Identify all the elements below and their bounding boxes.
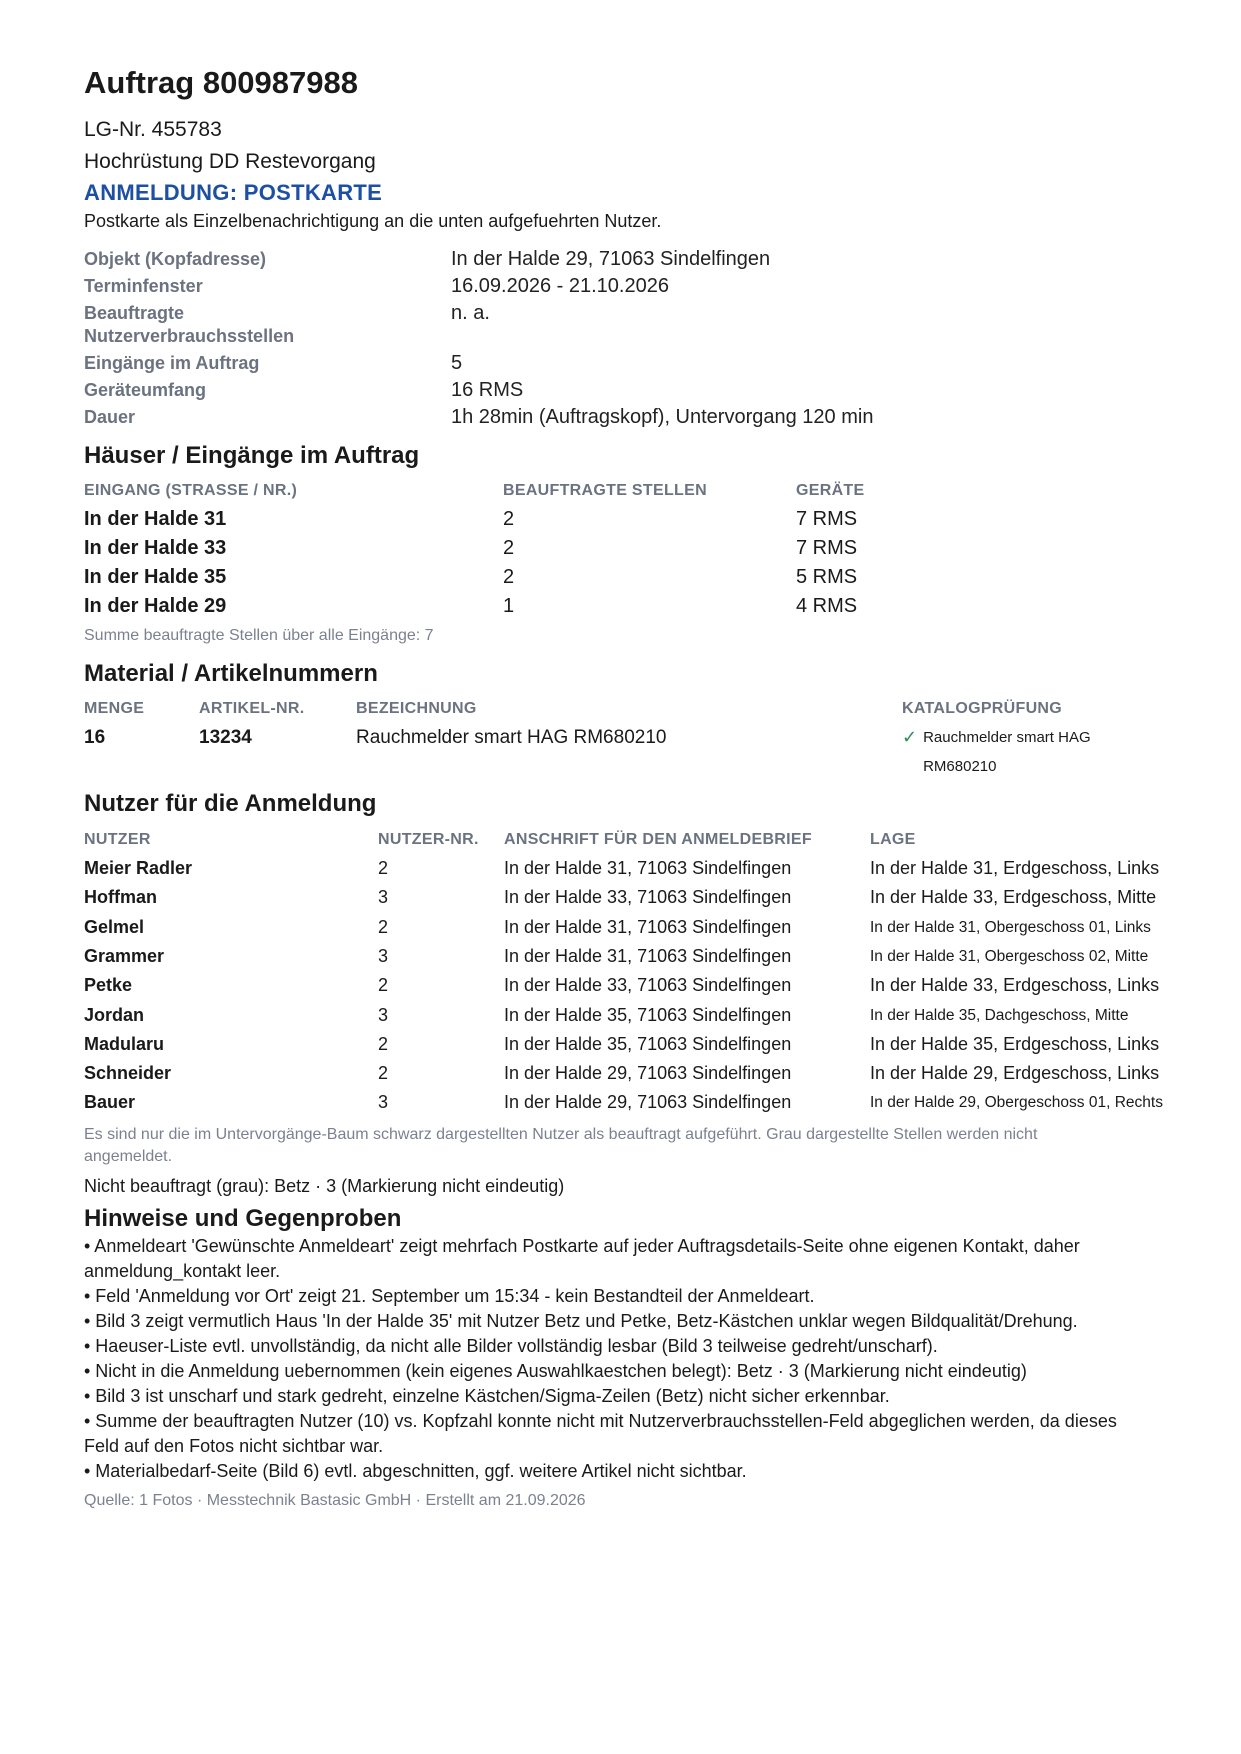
user-number: 2	[378, 1063, 389, 1084]
user-location: In der Halde 29, Obergeschoss 01, Rechts	[870, 1094, 1163, 1112]
house-devices: 7 RMS	[796, 508, 858, 531]
user-address: In der Halde 31, 71063 Sindelfingen	[504, 945, 792, 966]
hint-item: • Haeuser-Liste evtl. unvollständig, da nicht alle Bilder vollständig lesbar (Bild 3 teilweise gedreht/unscharf).	[84, 1335, 938, 1356]
catalog-check-line: Rauchmelder smart HAG	[923, 729, 1091, 747]
house-count: 2	[503, 566, 515, 589]
users-note: Es sind nur die im Untervorgänge-Baum schwarz dargestellten Nutzer als beauftragt aufgeführt. Grau dargestellte Stellen werden nicht angemeldet.	[84, 1125, 1038, 1165]
user-location: In der Halde 31, Erdgeschoss, Links	[870, 858, 1160, 879]
hint-item: • Materialbedarf-Seite (Bild 6) evtl. abgeschnitten, ggf. weitere Artikel nicht sichtbar.	[84, 1460, 747, 1481]
users-heading: Nutzer für die Anmeldung	[84, 790, 377, 818]
user-location: In der Halde 31, Obergeschoss 02, Mitte	[870, 947, 1149, 965]
user-name: Schneider	[84, 1063, 172, 1084]
detail-label: Beauftragte Nutzerverbrauchsstellen	[84, 303, 295, 347]
user-number: 3	[378, 1004, 389, 1025]
detail-value: 16 RMS	[451, 379, 524, 402]
catalog-check-text	[923, 723, 1091, 781]
user-number: 3	[378, 945, 389, 966]
user-address: In der Halde 33, 71063 Sindelfingen	[504, 975, 792, 996]
house-entrance: In der Halde 35	[84, 566, 227, 589]
material-quantity: 16	[84, 727, 106, 749]
detail-label: Terminfenster	[84, 276, 203, 297]
column-header: ARTIKEL-NR.	[199, 700, 305, 718]
user-name: Gelmel	[84, 916, 145, 937]
not-assigned-text: Nicht beauftragt (grau): Betz · 3 (Markierung nicht eindeutig)	[84, 1175, 565, 1196]
hints-list	[84, 1234, 1144, 1484]
user-address: In der Halde 29, 71063 Sindelfingen	[504, 1063, 792, 1084]
hint-item: • Feld 'Anmeldung vor Ort' zeigt 21. September um 15:34 - kein Bestandteil der Anmeldeart.	[84, 1285, 815, 1306]
column-header: KATALOGPRÜFUNG	[902, 700, 1063, 718]
user-location: In der Halde 35, Erdgeschoss, Links	[870, 1033, 1160, 1054]
lg-number: LG-Nr. 455783	[84, 118, 222, 142]
detail-label: Dauer	[84, 407, 136, 428]
column-header: EINGANG (STRASSE / NR.)	[84, 482, 298, 500]
house-entrance: In der Halde 31	[84, 508, 227, 531]
hint-item: • Bild 3 ist unscharf und stark gedreht, einzelne Kästchen/Sigma-Zeilen (Betz) nicht sicher erkennbar.	[84, 1385, 890, 1406]
user-address: In der Halde 29, 71063 Sindelfingen	[504, 1092, 792, 1113]
column-header: BEZEICHNUNG	[356, 700, 477, 718]
user-location: In der Halde 33, Erdgeschoss, Links	[870, 975, 1160, 996]
user-name: Petke	[84, 975, 133, 996]
user-name: Madularu	[84, 1033, 165, 1054]
column-header: ANSCHRIFT FÜR DEN ANMELDEBRIEF	[504, 831, 812, 849]
user-number: 2	[378, 858, 389, 879]
detail-value: n. a.	[451, 302, 490, 325]
hint-item: • Bild 3 zeigt vermutlich Haus 'In der Halde 35' mit Nutzer Betz und Petke, Betz-Kästchen unklar wegen Bildqualität/Drehung.	[84, 1310, 1078, 1331]
houses-sum-note: Summe beauftragte Stellen über alle Eingänge: 7	[84, 627, 434, 645]
houses-table	[84, 477, 1164, 621]
house-entrance: In der Halde 29	[84, 595, 227, 618]
detail-label: Geräteumfang	[84, 380, 207, 401]
user-name: Grammer	[84, 945, 165, 966]
user-address: In der Halde 33, 71063 Sindelfingen	[504, 887, 792, 908]
vorgang-name: Hochrüstung DD Restevorgang	[84, 150, 376, 174]
column-header: GERÄTE	[796, 482, 865, 500]
house-count: 2	[503, 508, 515, 531]
user-location: In der Halde 31, Obergeschoss 01, Links	[870, 918, 1151, 936]
check-icon: ✓	[902, 727, 918, 748]
user-name: Jordan	[84, 1004, 145, 1025]
detail-value: 1h 28min (Auftragskopf), Untervorgang 120 min	[451, 406, 874, 429]
users-table	[84, 825, 1164, 1118]
column-header: LAGE	[870, 831, 916, 849]
detail-value: 5	[451, 352, 463, 375]
detail-value: 16.09.2026 - 21.10.2026	[451, 275, 669, 298]
user-location: In der Halde 33, Erdgeschoss, Mitte	[870, 887, 1157, 908]
column-header: NUTZER	[84, 831, 151, 849]
house-count: 2	[503, 537, 515, 560]
user-number: 2	[378, 975, 389, 996]
column-header: BEAUFTRAGTE STELLEN	[503, 482, 707, 500]
user-number: 3	[378, 1092, 389, 1113]
user-location: In der Halde 35, Dachgeschoss, Mitte	[870, 1006, 1129, 1024]
user-number: 2	[378, 1033, 389, 1054]
user-name: Bauer	[84, 1092, 136, 1113]
detail-value: In der Halde 29, 71063 Sindelfingen	[451, 248, 771, 271]
hint-item: • Summe der beauftragten Nutzer (10) vs. Kopfzahl konnte nicht mit Nutzerverbrauchsstellen-Feld abgeglichen werden, da dieses Feld auf den Fotos nicht sichtbar war.	[84, 1410, 1117, 1456]
catalog-check	[902, 723, 1164, 781]
user-name: Hoffman	[84, 887, 157, 908]
anmeldung-type: ANMELDUNG: POSTKARTE	[84, 180, 383, 206]
house-count: 1	[503, 595, 515, 618]
column-header: NUTZER-NR.	[378, 831, 479, 849]
user-address: In der Halde 35, 71063 Sindelfingen	[504, 1033, 792, 1054]
house-devices: 7 RMS	[796, 537, 858, 560]
user-location: In der Halde 29, Erdgeschoss, Links	[870, 1063, 1160, 1084]
user-address: In der Halde 31, 71063 Sindelfingen	[504, 858, 792, 879]
document-page	[84, 66, 1164, 1512]
detail-label: Eingänge im Auftrag	[84, 353, 260, 374]
hint-item: • Anmeldeart 'Gewünschte Anmeldeart' zeigt mehrfach Postkarte auf jeder Auftragsdetails-Seite ohne eigenen Kontakt, daher anmeldung_kontakt leer.	[84, 1235, 1080, 1281]
user-number: 3	[378, 887, 389, 908]
material-table	[84, 695, 1164, 781]
user-address: In der Halde 31, 71063 Sindelfingen	[504, 916, 792, 937]
details-table	[84, 248, 1164, 429]
column-header: MENGE	[84, 700, 145, 718]
material-description: Rauchmelder smart HAG RM680210	[356, 727, 667, 749]
catalog-check-line: RM680210	[923, 758, 997, 776]
user-address: In der Halde 35, 71063 Sindelfingen	[504, 1004, 792, 1025]
hint-item: • Nicht in die Anmeldung uebernommen (kein eigenes Auswahlkaestchen belegt): Betz · 3 (Markierung nicht eindeutig)	[84, 1360, 1027, 1381]
user-number: 2	[378, 916, 389, 937]
footer-source: Quelle: 1 Fotos · Messtechnik Bastasic GmbH · Erstellt am 21.09.2026	[84, 1491, 586, 1509]
material-heading: Material / Artikelnummern	[84, 660, 378, 688]
page-title: Auftrag 800987988	[84, 65, 358, 100]
intro-text: Postkarte als Einzelbenachrichtigung an die unten aufgefuehrten Nutzer.	[84, 211, 662, 232]
material-article-number: 13234	[199, 727, 252, 749]
house-entrance: In der Halde 33	[84, 537, 227, 560]
house-devices: 4 RMS	[796, 595, 858, 618]
user-name: Meier Radler	[84, 858, 193, 879]
house-devices: 5 RMS	[796, 566, 858, 589]
hints-heading: Hinweise und Gegenproben	[84, 1204, 402, 1232]
houses-heading: Häuser / Eingänge im Auftrag	[84, 442, 420, 470]
detail-label: Objekt (Kopfadresse)	[84, 249, 267, 270]
